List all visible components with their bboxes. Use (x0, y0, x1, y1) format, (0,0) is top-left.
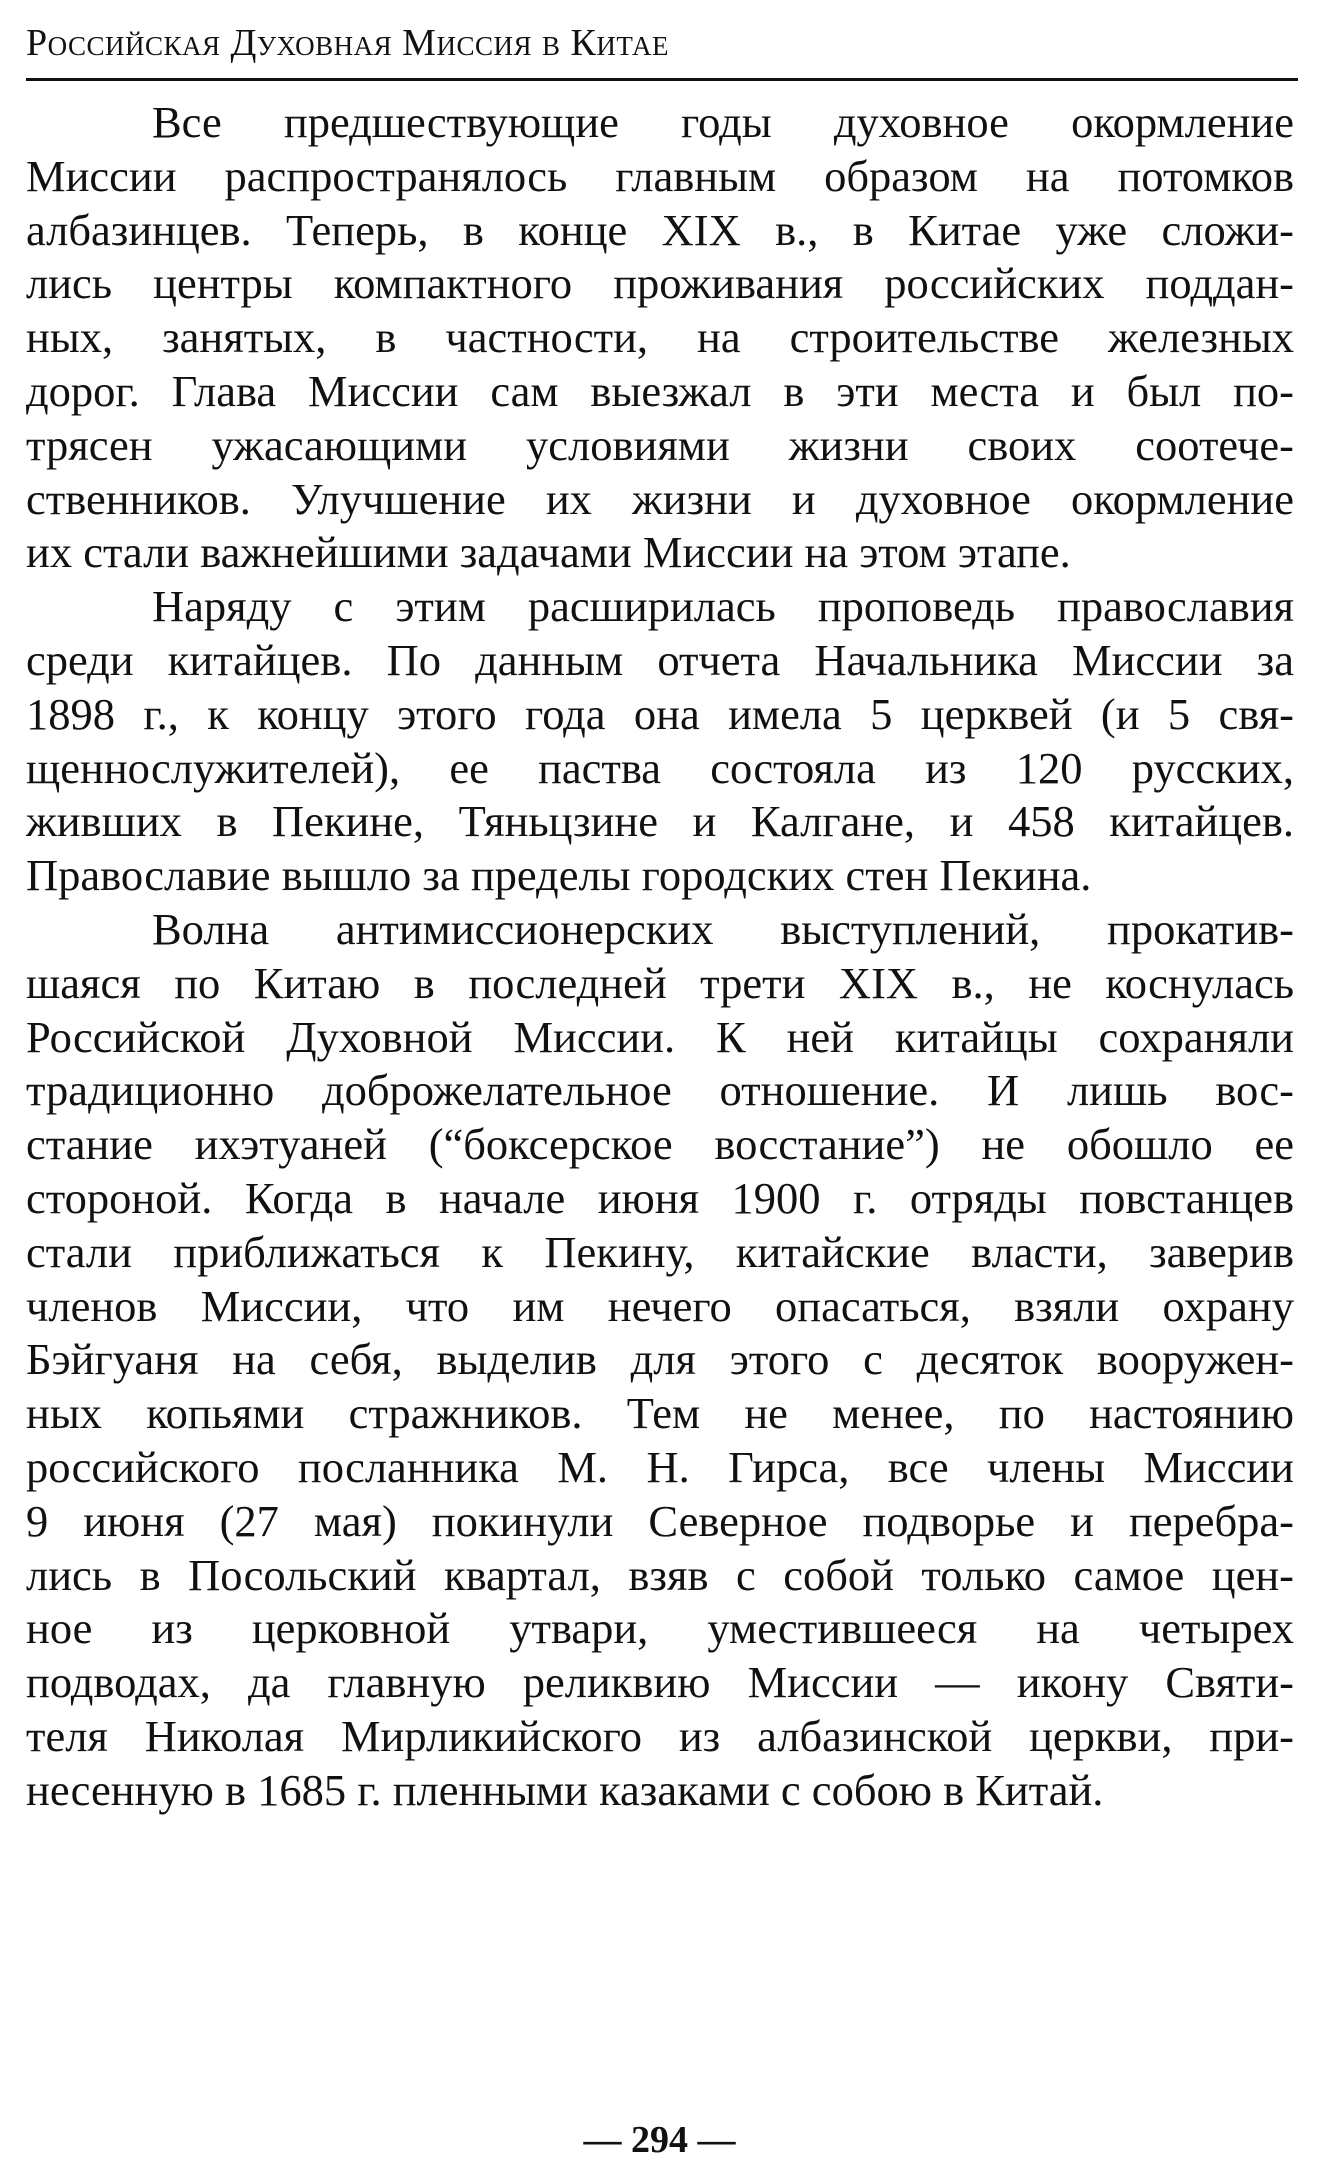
text-line: живших в Пекине, Тяньцзине и Калгане, и 458 китайцев. (26, 796, 1294, 847)
body-text (26, 96, 1294, 1818)
text-line: российского посланника М. Н. Гирса, все члены Миссии (26, 1441, 1294, 1492)
text-line: шаяся по Китаю в последней трети XIX в., не коснулась (26, 957, 1294, 1008)
text-line: их стали важнейшими задачами Миссии на этом этапе. (26, 527, 1071, 578)
text-line: дорог. Глава Миссии сам выезжал в эти места и был по- (26, 365, 1294, 416)
text-line: стороной. Когда в начале июня 1900 г. отряды повстанцев (26, 1172, 1294, 1223)
text-line: Наряду с этим расширилась проповедь православия (152, 581, 1294, 632)
text-line: лись центры компактного проживания российских поддан- (26, 258, 1294, 309)
text-line: ных, занятых, в частности, на строительстве железных (26, 312, 1294, 363)
text-line: среди китайцев. По данным отчета Начальника Миссии за (26, 634, 1294, 685)
text-line: стание ихэтуаней (“боксерское восстание”) не обошло ее (26, 1119, 1294, 1170)
text-line: щеннослужителей), ее паства состояла из 120 русских, (26, 742, 1294, 793)
text-line: Все предшествующие годы духовное окормление (152, 97, 1294, 147)
text-line: 1898 г., к концу этого года она имела 5 церквей (и 5 свя- (26, 688, 1294, 739)
paragraph (26, 580, 1294, 903)
text-line: стали приближаться к Пекину, китайские власти, заверив (26, 1226, 1294, 1277)
text-line: трясен ужасающими условиями жизни своих соотече- (26, 419, 1294, 470)
paragraph (26, 96, 1294, 580)
text-line: несенную в 1685 г. пленными казаками с собою в Китай. (26, 1764, 1104, 1815)
text-line: традиционно доброжелательное отношение. И лишь вос- (26, 1065, 1294, 1116)
text-line: ных копьями стражников. Тем не менее, по настоянию (26, 1388, 1294, 1439)
text-line: ственников. Улучшение их жизни и духовное окормление (26, 473, 1294, 524)
page-number: — 294 — (583, 2119, 736, 2161)
text-line: теля Николая Мирликийского из албазинской церкви, при- (26, 1710, 1294, 1761)
text-line: подводах, да главную реликвию Миссии — икону Святи- (26, 1657, 1294, 1708)
header-rule (26, 78, 1298, 81)
running-head: Российская Духовная Миссия в Китае (26, 22, 669, 64)
text-line: Российской Духовной Миссии. К ней китайцы сохраняли (26, 1011, 1294, 1062)
text-line: 9 июня (27 мая) покинули Северное подворье и перебра- (26, 1495, 1294, 1546)
text-line: албазинцев. Теперь, в конце XIX в., в Китае уже сложи- (26, 204, 1294, 255)
text-line: Миссии распространялось главным образом на потомков (26, 150, 1294, 201)
text-line: членов Миссии, что им нечего опасаться, взяли охрану (26, 1280, 1294, 1331)
text-line: ное из церковной утвари, уместившееся на четырех (26, 1603, 1294, 1654)
paragraph (26, 903, 1294, 1818)
text-line: Православие вышло за пределы городских стен Пекина. (26, 850, 1092, 901)
text-line: Бэйгуаня на себя, выделив для этого с десяток вооружен- (26, 1334, 1294, 1385)
text-line: Волна антимиссионерских выступлений, прокатив- (152, 903, 1294, 954)
text-line: лись в Посольский квартал, взяв с собой только самое цен- (26, 1549, 1294, 1600)
